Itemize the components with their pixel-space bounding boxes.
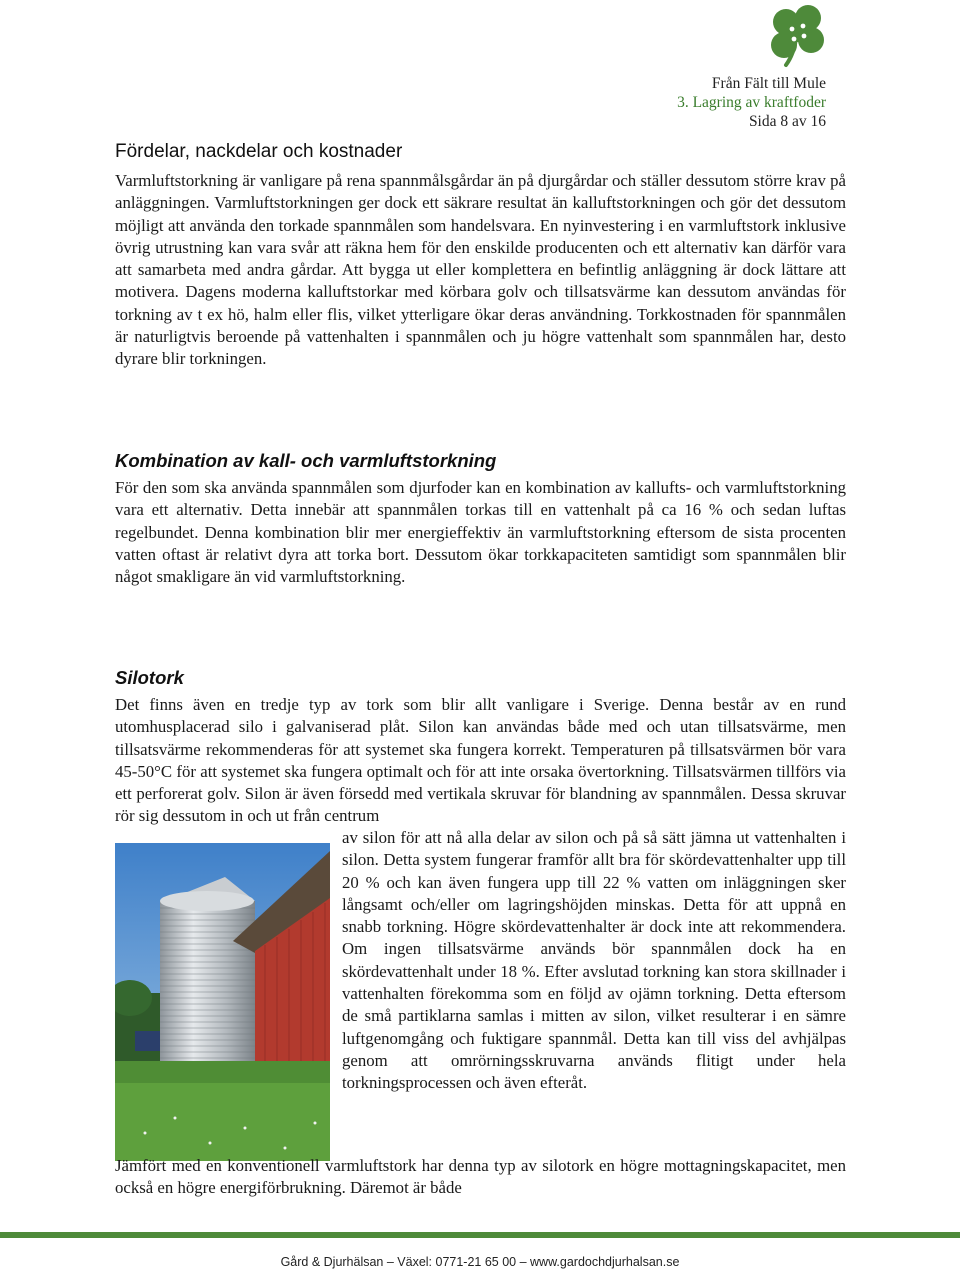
section-paragraph-silotork-wrap: av silon för att nå alla delar av silon och på så sätt jämna ut vattenhalten i silon. Detta system fungerar framför allt bra för skördevattenhalter upp till 20 % och kan även fungera upp till 22 % vatten om inläggningen sker långsamt och/eller om lagringshöjden minskas. Detta för att uppnå en snabb torkning. Högre skördevattenhalter är dock inte att rekommendera. Om ingen tillsatsvärme används bör spannmålen dock ha en skördevattenhalt under 18 %. Efter avslutad torkning kan stora skillnader i vattenhalten förekomma som en följd av ojämn torkning. Detta eftersom de små partiklarna samlas i mitten av silon, vilket resulterar i en sämre luftgenomgång och fuktigare spannmål. Detta kan till viss del avhjälpas genom att omrörningsskruvarna används flitigt under hela torkningsprocessen och även efteråt. <box>342 828 846 1093</box>
page-header <box>677 74 826 131</box>
section-paragraph-silotork-intro: Det finns även en tredje typ av tork som blir allt vanligare i Sverige. Denna består av en rund utomhusplacerad silo i galvaniserad plåt. Silon kan användas både med och utan tillsatsvärme, men tillsatsvärme rekommenderas för att systemet ska fungera korrekt. Temperaturen på tillsatsvärmen bör vara 45-50°C för att systemet ska fungera optimalt och för att inte orsaka övertorkning. Tillsatsvärmen tillförs via ett perforerat golv. Silon är även försedd med vertikala skruvar för blandning av spannmålen. Dessa skruvar rör sig dessutom in och ut från centrum <box>115 695 846 826</box>
clover-logo-icon <box>764 2 832 68</box>
section-paragraph-silotork-end: Jämfört med en konventionell varmluftstork har denna typ av silotork en högre mottagningskapacitet, men också en högre energiförbrukning. Däremot är både <box>115 1156 846 1198</box>
section-paragraph-kombination: För den som ska använda spannmålen som djurfoder kan en kombination av kallufts- och varmluftstorkning vara ett alternativ. Detta innebär att spannmålen torkas till en vattenhalt på ca 16 % och sedan luftas regelbundet. Denna kombination blir mer energieffektiv än varmluftstorkning eftersom de sista procenten vatten oftast är relativt dyra att torka bort. Dessutom ökar torkkapaciteten samtidigt som spannmålen blir något smakligare än vid varmluftstorkning. <box>115 478 846 587</box>
silo-photo <box>115 843 330 1161</box>
chapter-title: 3. Lagring av kraftfoder <box>677 94 826 111</box>
section-paragraph-fordelar: Varmluftstorkning är vanligare på rena spannmålsgårdar än på djurgårdar och ställer dessutom större krav på anläggningen. Varmluftstorkningen ger dock ett säkrare resultat än kalluftstorkningen och gör det dessutom möjligt att använda den torkade spannmålen som handelsvara. En nyinvestering i en varmluftstork inklusive övrig utrustning kan vara svår att räkna hem för den enskilde producenten och ett alternativ kan därför vara att samarbeta med andra gårdar. Att bygga ut eller komplettera en befintlig anläggning är dock lättare att motivera. Dagens moderna kalluftstorkar med körbara golv och tillsatsvärme kan dessutom användas för torkning av t ex hö, halm eller flis, vilket ytterligare ökar deras användning. Torkkostnaden för spannmålen är naturligtvis beroende på vattenhalten i spannmålen och ju högre vattenhalt som spannmålen har, desto dyrare blir torkningen. <box>115 171 846 369</box>
footer-divider <box>0 1232 960 1238</box>
section-heading-fordelar: Fördelar, nackdelar och kostnader <box>115 141 403 162</box>
section-heading-silotork: Silotork <box>115 667 184 688</box>
document-title: Från Fält till Mule <box>711 75 826 92</box>
page-footer: Gård & Djurhälsan – Växel: 0771-21 65 00 – www.gardochdjurhalsan.se <box>280 1255 680 1269</box>
page-number: Sida 8 av 16 <box>748 113 826 130</box>
section-heading-kombination: Kombination av kall- och varmluftstorkning <box>115 450 497 471</box>
